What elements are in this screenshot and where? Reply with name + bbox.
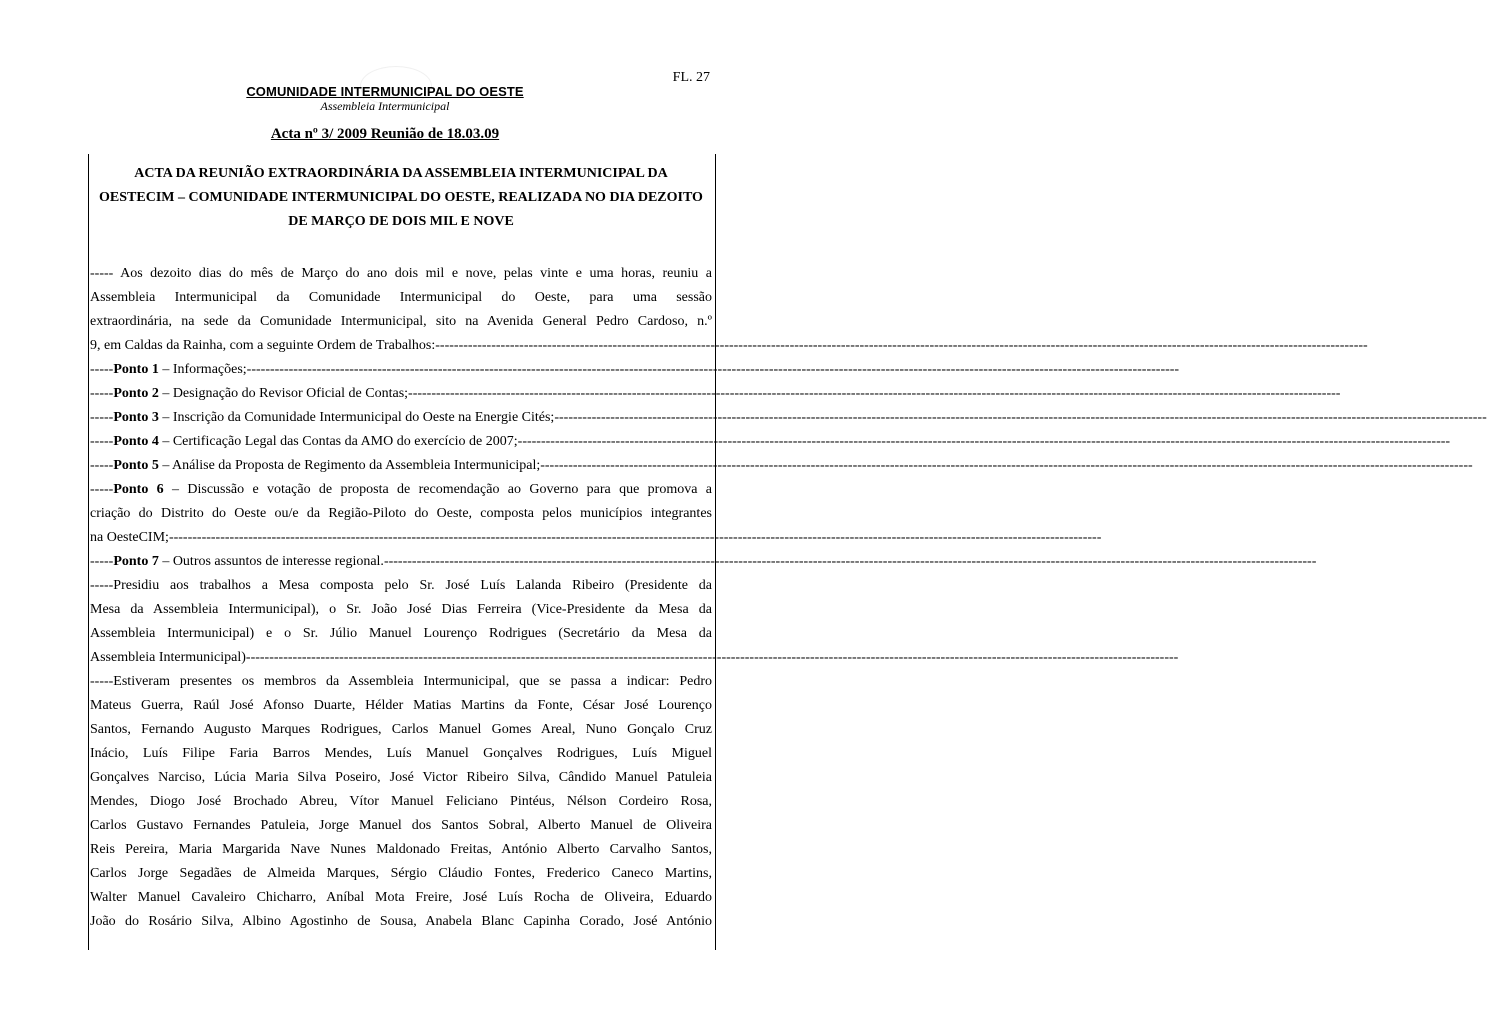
line-text: Mendes, Diogo José Brochado Abreu, Vítor Manuel Feliciano Pintéus, Nélson Cordeiro Rosa, <box>90 794 712 809</box>
line-text: -----Ponto 2 – Designação do Revisor Oficial de Contas; <box>90 386 409 401</box>
text-line <box>90 766 712 790</box>
line-text: Reis Pereira, Maria Margarida Nave Nunes Maldonado Freitas, António Alberto Carvalho Santos, <box>90 842 712 857</box>
text-line <box>90 430 1451 454</box>
line-text: Inácio, Luís Filipe Faria Barros Mendes, Luís Manuel Gonçalves Rodrigues, Luís Miguel <box>90 746 712 761</box>
dash-filler: -------------------------------------------------------------------------------------------------------------------------------------------------------------------------------------------------------- <box>245 650 1179 665</box>
text-line <box>90 814 712 838</box>
line-text: Mateus Guerra, Raúl José Afonso Duarte, Hélder Matias Martins da Fonte, César José Lourenço <box>90 698 712 713</box>
organization-name: COMUNIDADE INTERMUNICIPAL DO OESTE <box>246 84 524 99</box>
text-line <box>90 478 712 502</box>
agenda-item-label: Ponto 4 <box>113 434 159 449</box>
line-text: 9, em Caldas da Rainha, com a seguinte Ordem de Trabalhos: <box>90 338 436 353</box>
text-line <box>90 838 712 862</box>
text-line <box>90 526 1102 550</box>
dash-filler: -------------------------------------------------------------------------------------------------------------------------------------------------------------------------------------------------------- <box>540 458 1473 473</box>
line-text: João do Rosário Silva, Albino Agostinho de Sousa, Anabela Blanc Capinha Corado, José António <box>90 914 712 929</box>
dash-filler: -------------------------------------------------------------------------------------------------------------------------------------------------------------------------------------------------------- <box>246 362 1180 377</box>
line-text: -----Ponto 1 – Informações; <box>90 362 247 377</box>
title-line: ACTA DA REUNIÃO EXTRAORDINÁRIA DA ASSEMBLEIA INTERMUNICIPAL DA <box>134 166 668 181</box>
line-text: Carlos Jorge Segadães de Almeida Marques, Sérgio Cláudio Fontes, Frederico Caneco Martins, <box>90 866 712 881</box>
text-line <box>90 790 712 814</box>
dash-filler: -------------------------------------------------------------------------------------------------------------------------------------------------------------------------------------------------------- <box>435 338 1368 353</box>
agenda-item-label: Ponto 3 <box>113 410 159 425</box>
text-line <box>90 574 712 598</box>
title-line: OESTECIM – COMUNIDADE INTERMUNICIPAL DO OESTE, REALIZADA NO DIA DEZOITO <box>99 190 703 205</box>
line-text: Carlos Gustavo Fernandes Patuleia, Jorge Manuel dos Santos Sobral, Alberto Manuel de Oliveira <box>90 818 712 833</box>
dash-filler: -------------------------------------------------------------------------------------------------------------------------------------------------------------------------------------------------------- <box>408 386 1341 401</box>
line-text: Assembleia Intermunicipal) <box>90 650 246 665</box>
line-text: -----Ponto 7 – Outros assuntos de interesse regional. <box>90 554 384 569</box>
agenda-item-label: Ponto 2 <box>113 386 159 401</box>
line-text: -----Ponto 3 – Inscrição da Comunidade Intermunicipal do Oeste na Energie Cités; <box>90 410 555 425</box>
text-line <box>90 742 712 766</box>
document-header <box>0 84 770 143</box>
assembly-subtitle: Assembleia Intermunicipal <box>320 99 450 113</box>
text-line <box>90 262 712 286</box>
line-text: Assembleia Intermunicipal da Comunidade Intermunicipal do Oeste, para uma sessão <box>90 290 712 305</box>
agenda-item-label: Ponto 7 <box>113 554 159 569</box>
text-line <box>90 886 712 910</box>
text-line <box>90 670 712 694</box>
line-text: Gonçalves Narciso, Lúcia Maria Silva Poseiro, José Victor Ribeiro Silva, Cândido Manuel Patuleia <box>90 770 712 785</box>
acta-reference: Acta nº 3/ 2009 Reunião de 18.03.09 <box>270 126 500 142</box>
text-line <box>90 334 1368 358</box>
line-text: -----Ponto 6 – Discussão e votação de proposta de recomendação ao Governo para que promova a <box>90 482 713 497</box>
line-text: Santos, Fernando Augusto Marques Rodrigues, Carlos Manuel Gomes Areal, Nuno Gonçalo Cruz <box>90 722 712 737</box>
text-line <box>90 646 1179 670</box>
text-line <box>90 718 712 742</box>
line-text: Walter Manuel Cavaleiro Chicharro, Aníbal Mota Freire, José Luís Rocha de Oliveira, Eduardo <box>90 890 712 905</box>
text-line <box>90 694 712 718</box>
text-line <box>90 862 712 886</box>
minutes-body <box>90 262 1487 934</box>
text-line <box>90 910 712 934</box>
text-line <box>90 622 712 646</box>
dash-filler: -------------------------------------------------------------------------------------------------------------------------------------------------------------------------------------------------------- <box>517 434 1451 449</box>
text-line <box>90 286 712 310</box>
text-line <box>90 502 712 526</box>
line-text: na OesteCIM; <box>90 530 169 545</box>
line-text: -----Ponto 4 – Certificação Legal das Contas da AMO do exercício de 2007; <box>90 434 518 449</box>
text-line <box>90 358 1180 382</box>
text-line <box>90 382 1341 406</box>
line-text: extraordinária, na sede da Comunidade Intermunicipal, sito na Avenida General Pedro Cardoso, n.º <box>90 314 712 329</box>
agenda-item-label: Ponto 6 <box>113 482 164 497</box>
dash-filler: -------------------------------------------------------------------------------------------------------------------------------------------------------------------------------------------------------- <box>554 410 1487 425</box>
text-line <box>90 550 1317 574</box>
line-text: -----Estiveram presentes os membros da Assembleia Intermunicipal, que se passa a indicar: Pedro <box>90 674 712 689</box>
minutes-title <box>90 162 712 234</box>
agenda-item-label: Ponto 1 <box>113 362 159 377</box>
line-text: criação do Distrito do Oeste ou/e da Região-Piloto do Oeste, composta pelos municípios integrantes <box>90 506 712 521</box>
text-line <box>90 310 712 334</box>
line-text: -----Ponto 5 – Análise da Proposta de Regimento da Assembleia Intermunicipal; <box>90 458 541 473</box>
line-text: Mesa da Assembleia Intermunicipal), o Sr. João José Dias Ferreira (Vice-Presidente da Mesa da <box>90 602 712 617</box>
page-number: FL. 27 <box>672 70 710 85</box>
text-line <box>90 454 1473 478</box>
line-text: Assembleia Intermunicipal) e o Sr. Júlio Manuel Lourenço Rodrigues (Secretário da Mesa da <box>90 626 712 641</box>
text-line <box>90 406 1487 430</box>
title-line: DE MARÇO DE DOIS MIL E NOVE <box>288 214 514 229</box>
dash-filler: -------------------------------------------------------------------------------------------------------------------------------------------------------------------------------------------------------- <box>383 554 1317 569</box>
line-text: ----- Aos dezoito dias do mês de Março do ano dois mil e nove, pelas vinte e uma horas, reuniu a <box>90 266 712 281</box>
text-line <box>90 598 712 622</box>
agenda-item-label: Ponto 5 <box>113 458 159 473</box>
line-text: -----Presidiu aos trabalhos a Mesa composta pelo Sr. José Luís Lalanda Ribeiro (Presidente da <box>90 578 712 593</box>
dash-filler: -------------------------------------------------------------------------------------------------------------------------------------------------------------------------------------------------------- <box>168 530 1102 545</box>
